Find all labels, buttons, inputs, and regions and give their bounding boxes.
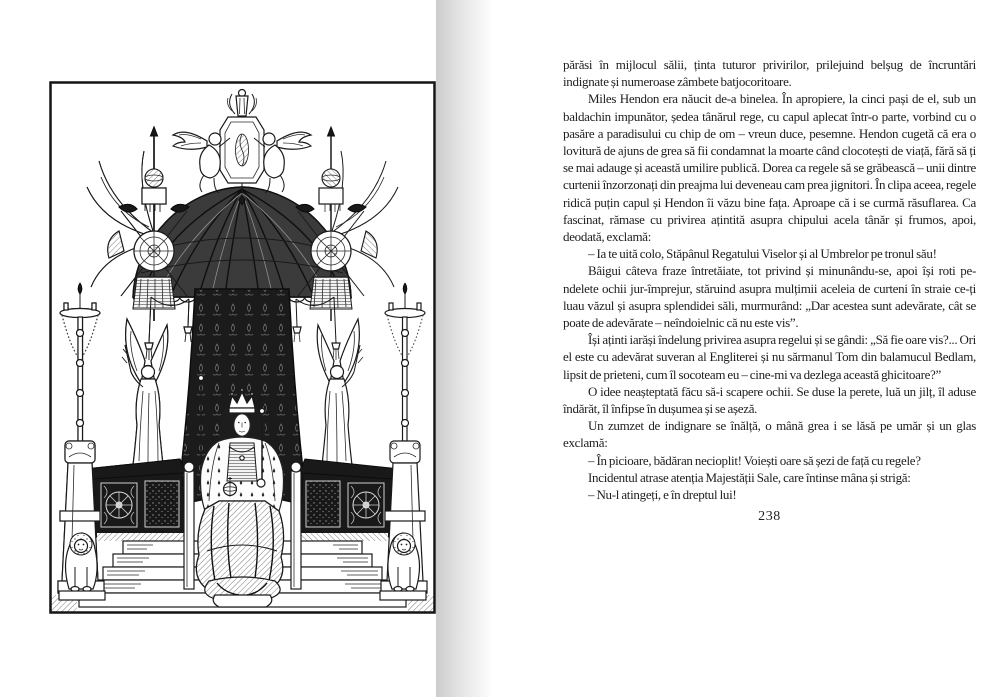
paragraph: Își aținti iarăși îndelung privirea asupra regelui și se gândi: „Să fie oare vis?... Ori el este cu adevărat suveran al Engliterei și nu sărmanul Tom din balamucul Bedlam, lipsit de prieteni, cum îl socoteam eu – cine-mi va dezlega această ghicitoare?” (563, 332, 976, 382)
crest-ornament (228, 90, 257, 117)
throne-illustration (49, 81, 436, 614)
angel-statue-right (317, 319, 363, 471)
gutter-shadow (436, 0, 498, 697)
paragraph: – Ia te uită colo, Stăpânul Regatului Viselor și al Umbrelor pe tronul său! (588, 246, 937, 262)
bench-right (299, 459, 400, 541)
paragraph: – În picioare, bădăran necioplit! Voiești oare să șezi de față cu regele? (588, 452, 921, 468)
paragraph: – Nu-l atingeți, e în dreptul lui! (588, 487, 737, 503)
paragraph: O idee neașteptată făcu să-i scapere ochii. Se duse la perete, luă un jilț, îl aduse îndărăt, îl înfipse în dușumea și se așeză. (563, 383, 976, 417)
crown (229, 389, 255, 413)
paragraph: părăsi în mijlocul sălii, ținta tuturor privirilor, prilejuind belșug de încruntări indignate și numeroase zâmbete batjocoritoare. (563, 57, 976, 90)
paragraph: Bâigui câteva fraze întretăiate, tot privind și minunându-se, apoi își roti pe-ndelete ochii jur-împrejur, stăruind asupra mulțimii aceleia de curteni în straie ce-ți luau văzul și asupra splendidei săli, murmurând: „Dar acestea sunt adevărate, cât se poate de adevărate – neîndoielnic că nu este vis”. (563, 263, 976, 331)
left-page-illustration (49, 81, 436, 614)
right-page-text (563, 56, 976, 525)
center-step (213, 595, 272, 607)
paragraph: Un zumzet de indignare se înălță, o mână grea i se lăsă pe umăr și un glas exclamă: (563, 418, 976, 451)
paragraph: Miles Hendon era năucit de-a binelea. În apropiere, la cinci pași de el, sub un baldachin impunător, ședea tânărul rege, cu capul aplecat într-o parte, vorbind cu o pasăre a paradisului cu chip de om – vreun duce, pesemne. Hendon cugetă că era o lovitură de ajuns de grea să fii condamnat la moarte când clocotești de viață, fără să ți se mai adauge și această umilire publică. Dorea ca regele să se grăbească – unii dintre curtenii înzorzonați din preajma lui deveneau cam prea jignitori. În clipa aceea, regele ridică puțin capul și Hendon îi văzu bine fața. Aproape că i se curmă răsuflarea. Ca fascinat, rămase cu privirea ațintită asupra chipului acela tânăr și frumos, apoi, deodată, exclamă: (563, 91, 976, 245)
paragraph: Incidentul atrase atenția Majestății Sale, care întinse mâna și strigă: (588, 469, 911, 485)
page-number: 238 (758, 509, 781, 525)
